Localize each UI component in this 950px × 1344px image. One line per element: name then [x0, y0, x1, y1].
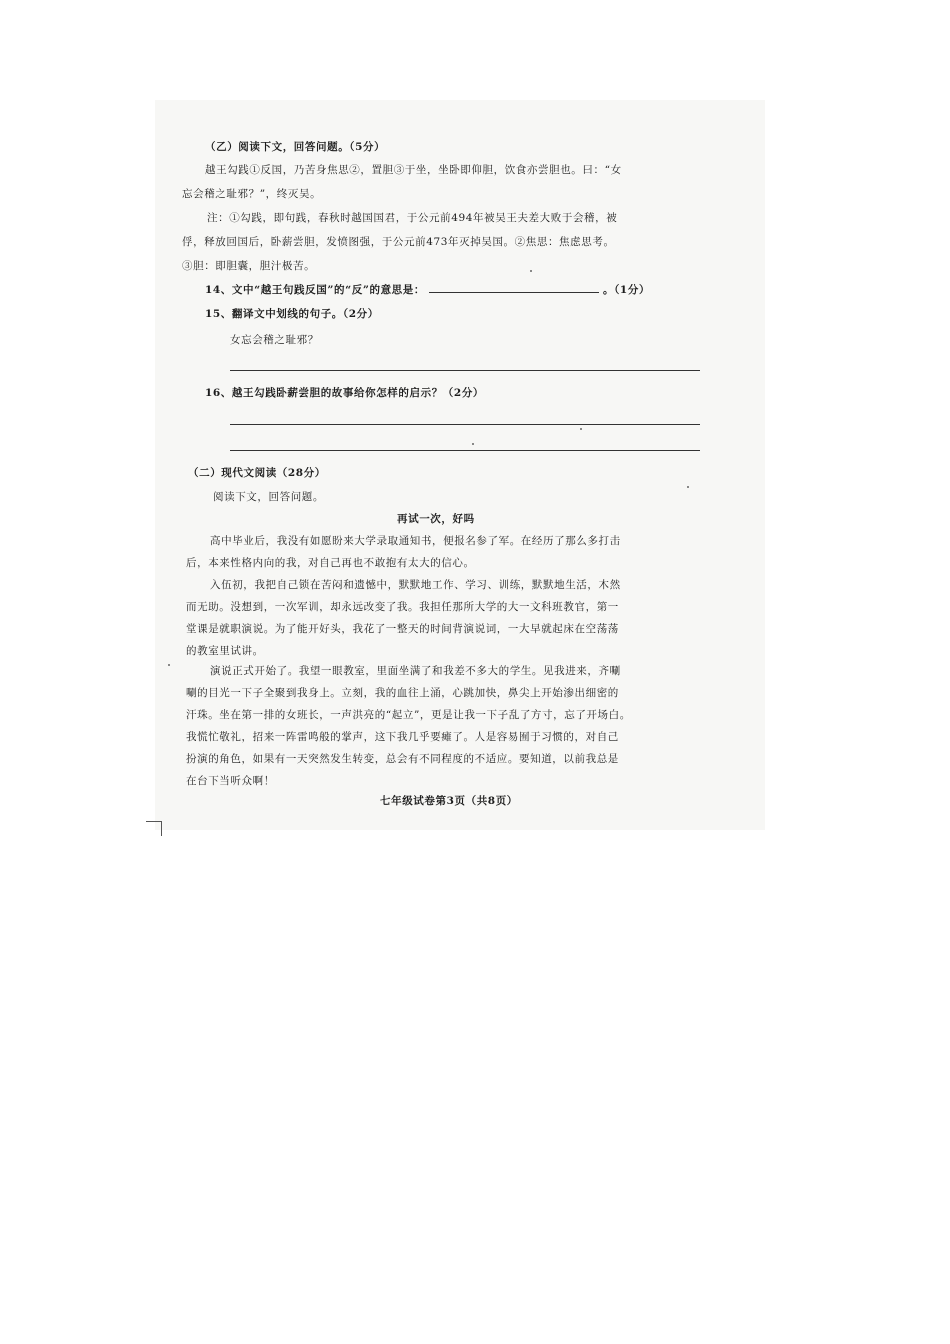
question-15-sentence: 女忘会稽之耻邪？ — [230, 334, 319, 346]
article-line: 扮演的角色，如果有一天突然发生转变，总会有不同程度的不适应。要知道，以前我总是 — [186, 753, 619, 765]
crop-mark — [146, 821, 162, 836]
answer-blank-14[interactable] — [429, 283, 599, 293]
section-modern-heading: （二）现代文阅读（28分） — [188, 467, 326, 479]
notes-line: ③胆：即胆囊，胆汁极苦。 — [182, 260, 316, 272]
answer-line-15[interactable] — [230, 370, 700, 371]
question-15: 15、翻译文中划线的句子。（2分） — [205, 308, 379, 320]
section-yi-heading: （乙）阅读下文，回答问题。（5分） — [205, 141, 386, 153]
article-line: 在台下当听众啊！ — [186, 775, 275, 787]
question-16: 16、越王勾践卧薪尝胆的故事给你怎样的启示？（2分） — [205, 387, 485, 399]
article-line: 高中毕业后，我没有如愿盼来大学录取通知书，便报名参了军。在经历了那么多打击 — [210, 535, 621, 547]
scan-speck — [168, 664, 170, 666]
article-title: 再试一次，好吗 — [397, 513, 475, 525]
answer-line-16[interactable] — [230, 424, 700, 425]
scan-speck — [472, 443, 474, 445]
notes-line: 注：①勾践，即句践，春秋时越国国君，于公元前494年被吴王夫差大败于会稽，被 — [207, 212, 618, 224]
article-line: 堂课是就职演说。为了能开好头，我花了一整天的时间背演说词，一大早就起床在空荡荡 — [186, 623, 619, 635]
question-14-points: 。（1分） — [602, 284, 651, 296]
answer-line-16[interactable] — [230, 450, 700, 451]
article-line: 入伍初，我把自己锁在苦闷和遗憾中，默默地工作、学习、训练，默默地生活，木然 — [210, 579, 621, 591]
scan-speck — [580, 428, 582, 430]
scan-speck — [530, 270, 532, 272]
article-line: 汗珠。坐在第一排的女班长，一声洪亮的“起立”，更是让我一下子乱了方寸，忘了开场白。 — [186, 709, 631, 721]
page-footer: 七年级试卷第3页（共8页） — [380, 795, 518, 807]
article-line: 唰的目光一下子全聚到我身上。立刻，我的血往上涌，心跳加快，鼻尖上开始渗出细密的 — [186, 687, 619, 699]
scan-speck — [687, 486, 689, 488]
reading-instruction: 阅读下文，回答问题。 — [213, 491, 324, 503]
question-14 — [205, 283, 650, 297]
article-line: 我慌忙敬礼，招来一阵雷鸣般的掌声，这下我几乎要瘫了。人是容易囿于习惯的，对自己 — [186, 731, 619, 743]
article-line: 演说正式开始了。我望一眼教室，里面坐满了和我差不多大的学生。见我进来，齐唰 — [210, 665, 621, 677]
question-14-text: 14、文中“越王句践反国”的“反”的意思是： — [205, 284, 425, 296]
notes-line: 俘，释放回国后，卧薪尝胆，发愤图强，于公元前473年灭掉吴国。②焦思：焦虑思考。 — [182, 236, 615, 248]
article-line: 而无助。没想到，一次军训，却永远改变了我。我担任那所大学的大一文科班教官，第一 — [186, 601, 619, 613]
classical-passage-line: 越王勾践①反国，乃苦身焦思②，置胆③于坐，坐卧即仰胆，饮食亦尝胆也。曰：“女 — [205, 164, 622, 176]
article-line: 的教室里试讲。 — [186, 645, 264, 657]
classical-passage-line: 忘会稽之耻邪？”，终灭吴。 — [182, 188, 322, 200]
article-line: 后，本来性格内向的我，对自己再也不敢抱有太大的信心。 — [186, 557, 475, 569]
